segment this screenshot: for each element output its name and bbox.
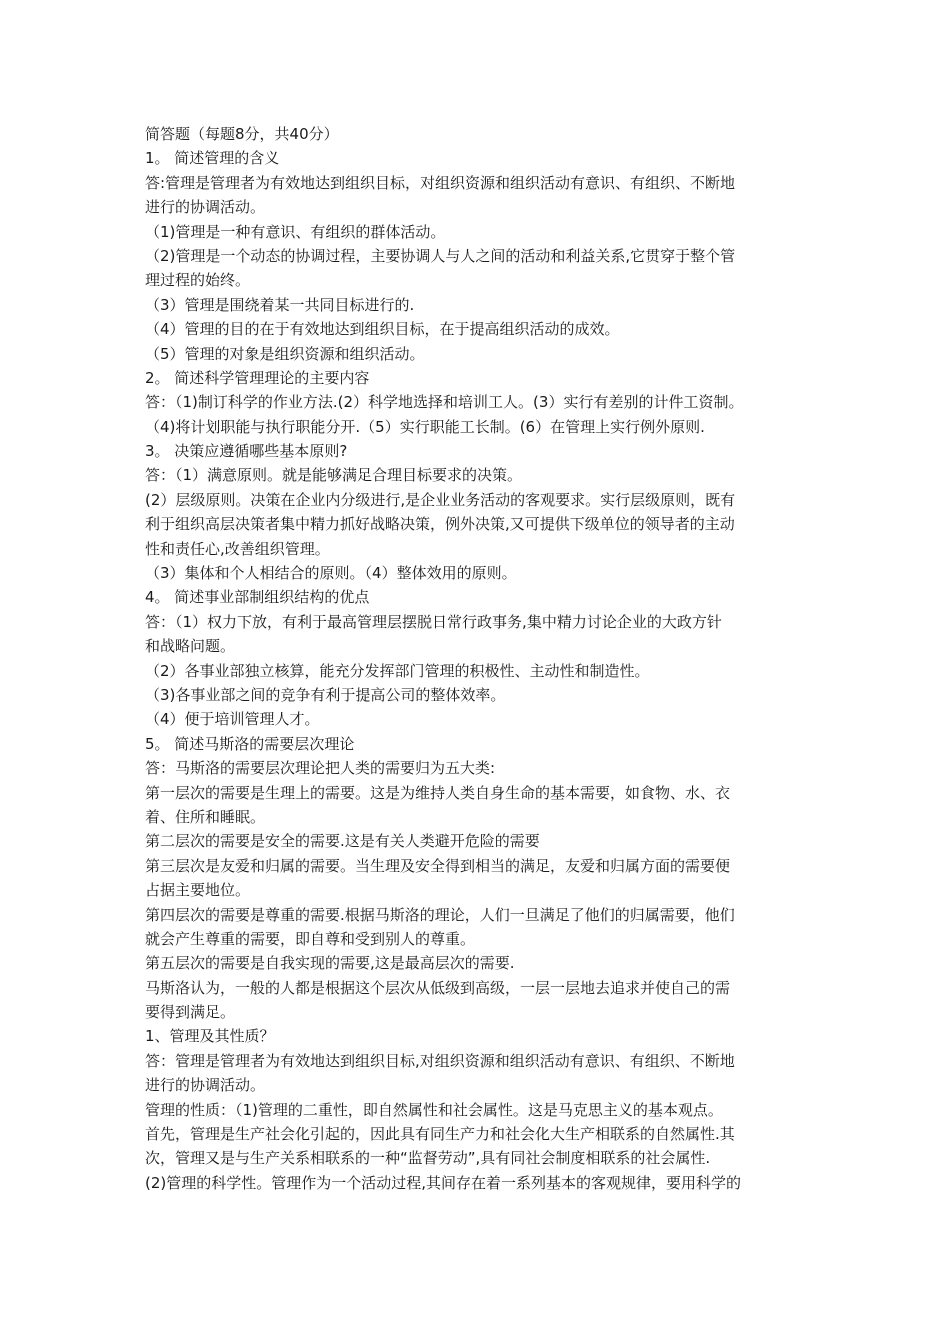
text-line: （3）集体和个人相结合的原则。（4）整体效用的原则。: [145, 564, 517, 583]
text-line: 进行的协调活动。: [145, 1076, 266, 1095]
text-line: （1)管理是一种有意识、有组织的群体活动。: [145, 222, 446, 241]
text-line: 答：（1)制订科学的作业方法.(2）科学地选择和培训工人。(3）实行有差别的计件工资制。: [145, 393, 744, 412]
text-line: (2）层级原则。决策在企业内分级进行,是企业业务活动的客观要求。实行层级原则，既有: [145, 490, 736, 509]
text-line: 管理的性质：（1)管理的二重性，即自然属性和社会属性。这是马克思主义的基本观点。: [145, 1100, 723, 1119]
text-line: 占据主要地位。: [145, 881, 251, 900]
question-6-title: 1、管理及其性质？: [145, 1027, 275, 1046]
text-line: （3）管理是围绕着某一共同目标进行的.: [145, 295, 415, 314]
question-4-title: 4。 简述事业部制组织结构的优点: [145, 588, 370, 607]
text-line: 答：（1）满意原则。就是能够满足合理目标要求的决策。: [145, 466, 523, 485]
text-line: 性和责任心,改善组织管理。: [145, 539, 330, 558]
text-line: 答：马斯洛的需要层次理论把人类的需要归为五大类:: [145, 759, 496, 778]
question-5-title: 5。 简述马斯洛的需要层次理论: [145, 734, 355, 753]
question-3-title: 3。 决策应遵循哪些基本原则?: [145, 442, 348, 461]
question-1-title: 1。 简述管理的含义: [145, 149, 280, 168]
text-line: （4）便于培训管理人才。: [145, 710, 320, 729]
text-line: （2)管理是一个动态的协调过程，主要协调人与人之间的活动和利益关系,它贯穿于整个管: [145, 246, 736, 265]
text-line: 和战略问题。: [145, 637, 236, 656]
text-line: 要得到满足。: [145, 1003, 236, 1022]
text-line: （4）管理的目的在于有效地达到组织目标，在于提高组织活动的成效。: [145, 320, 620, 339]
text-line: 就会产生尊重的需要，即自尊和受到别人的尊重。: [145, 929, 476, 948]
text-line: 第一层次的需要是生理上的需要。这是为维持人类自身生命的基本需要，如食物、水、衣: [145, 783, 731, 802]
text-line: 第四层次的需要是尊重的需要.根据马斯洛的理论，人们一旦满足了他们的归属需要，他们: [145, 905, 735, 924]
text-line: 理过程的始终。: [145, 271, 251, 290]
text-line: 答:管理是管理者为有效地达到组织目标，对组织资源和组织活动有意识、有组织、不断地: [145, 173, 736, 192]
text-line: 着、住所和睡眠。: [145, 807, 266, 826]
text-line: 首先，管理是生产社会化引起的，因此具有同生产力和社会化大生产相联系的自然属性.其: [145, 1125, 735, 1144]
text-line: 答：管理是管理者为有效地达到组织目标,对组织资源和组织活动有意识、有组织、不断地: [145, 1051, 735, 1070]
text-line: （5）管理的对象是组织资源和组织活动。: [145, 344, 425, 363]
question-2-title: 2。 简述科学管理理论的主要内容: [145, 368, 370, 387]
section-heading: 简答题（每题8分，共40分）: [145, 125, 339, 143]
document-body: [145, 122, 815, 1195]
text-line: 马斯洛认为，一般的人都是根据这个层次从低级到高级，一层一层地去追求并使自己的需: [145, 978, 731, 997]
text-line: (2)管理的科学性。管理作为一个活动过程,其间存在着一系列基本的客观规律，要用科学的: [145, 1173, 742, 1192]
text-line: 第五层次的需要是自我实现的需要,这是最高层次的需要.: [145, 954, 515, 973]
text-line: （2）各事业部独立核算，能充分发挥部门管理的积极性、主动性和制造性。: [145, 661, 650, 680]
text-line: 利于组织高层决策者集中精力抓好战略决策，例外决策,又可提供下级单位的领导者的主动: [145, 515, 735, 534]
text-line: （3)各事业部之间的竞争有利于提高公司的整体效率。: [145, 685, 506, 704]
text-line: （4)将计划职能与执行职能分开.（5）实行职能工长制。(6）在管理上实行例外原则.: [145, 417, 705, 436]
text-line: 第二层次的需要是安全的需要.这是有关人类避开危险的需要: [145, 832, 540, 851]
text-line: 进行的协调活动。: [145, 198, 266, 217]
text-line: 答：（1）权力下放，有利于最高管理层摆脱日常行政事务,集中精力讨论企业的大政方针: [145, 612, 722, 631]
text-line: 次，管理又是与生产关系相联系的一种“监督劳动”,具有同社会制度相联系的社会属性.: [145, 1149, 711, 1168]
text-line: 第三层次是友爱和归属的需要。当生理及安全得到相当的满足，友爱和归属方面的需要便: [145, 856, 731, 875]
